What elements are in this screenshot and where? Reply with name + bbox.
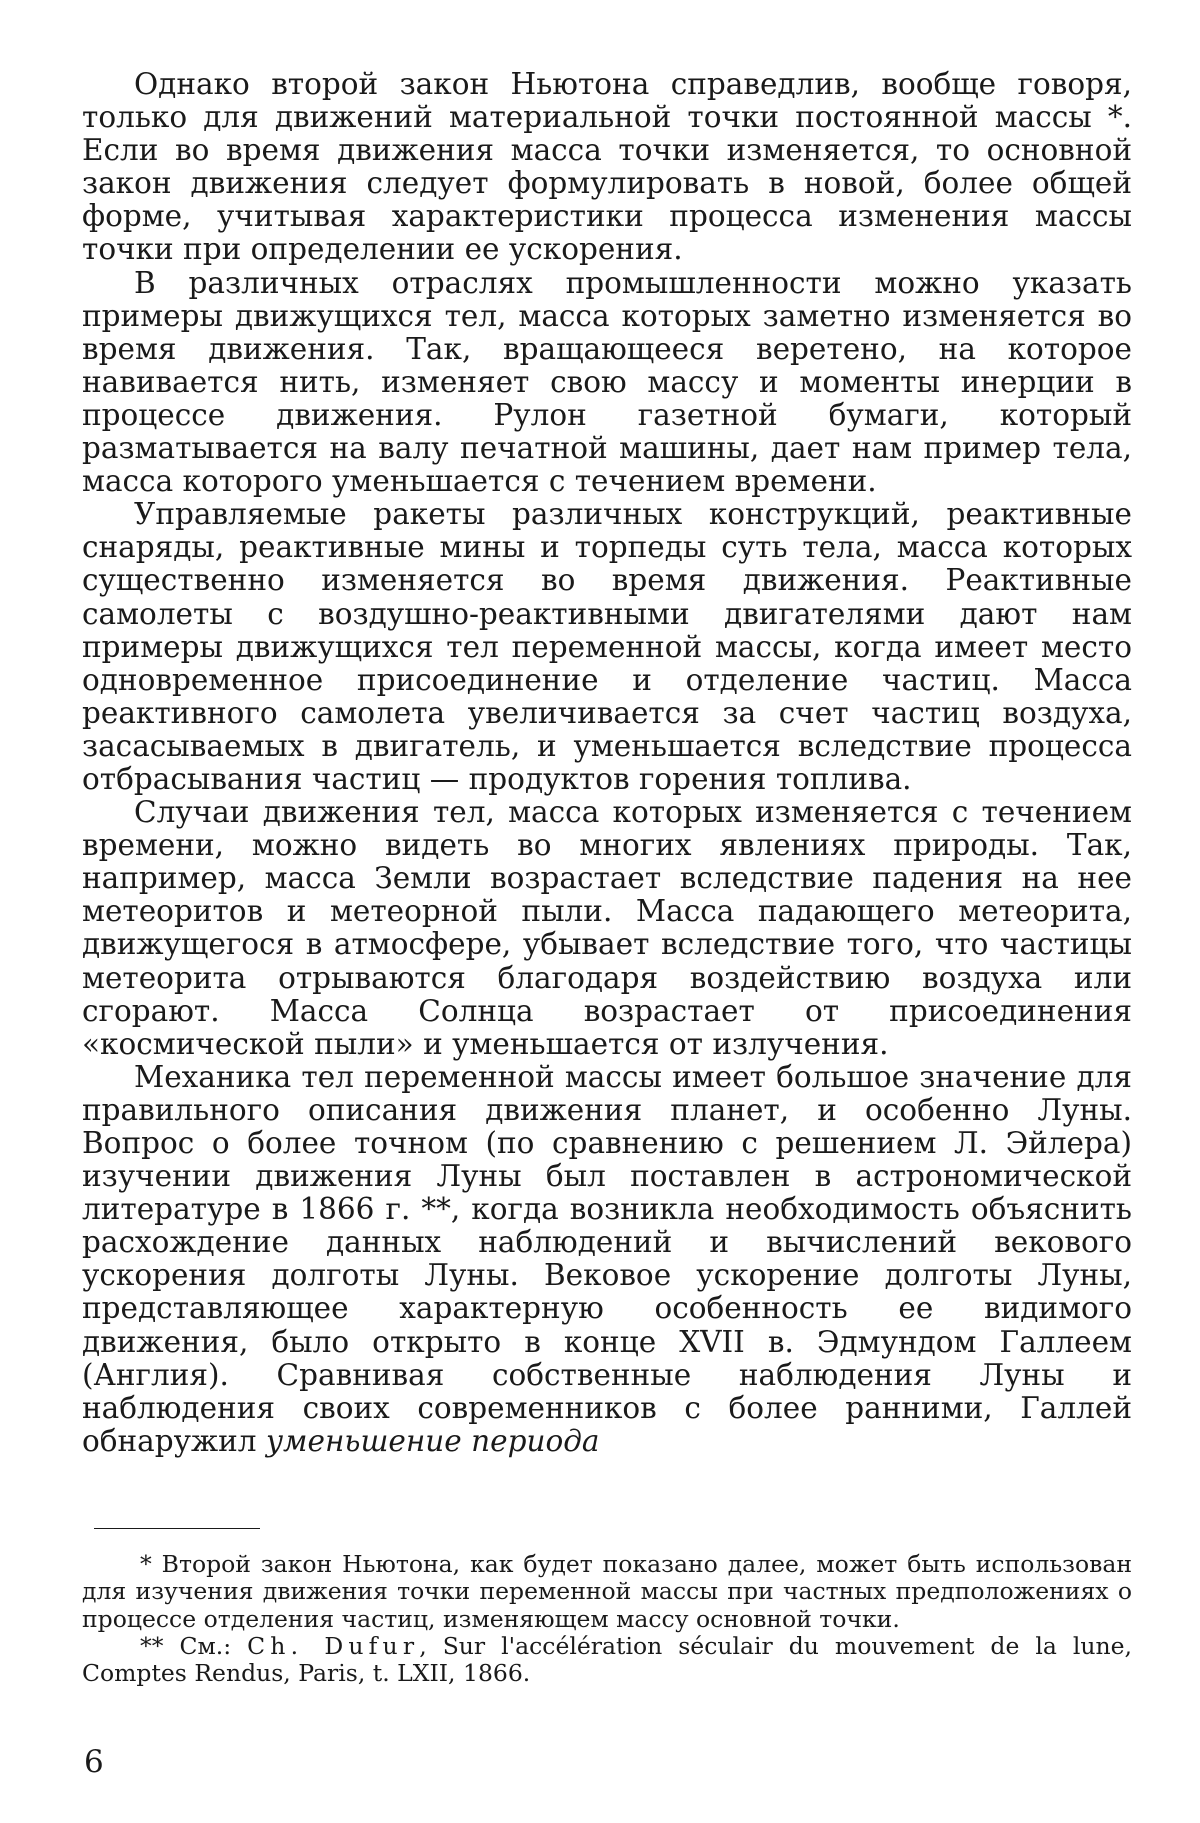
- paragraph: [82, 498, 1132, 796]
- footnotes: [82, 1551, 1132, 1687]
- footnote-prefix: ** См.:: [140, 1631, 248, 1660]
- emphasized-text: уменьшение периода: [265, 1423, 600, 1458]
- footnote: [82, 1633, 1132, 1688]
- footnote-separator: [94, 1528, 260, 1529]
- paragraph-text: В различных отраслях промышленности можно указать примеры движущихся тел, масса которых заметно изменяется во время движения. Так, вращающееся веретено, на которое навивается нить, изменяет свою массу и моменты инерции в процессе движения. Рулон газетной бумаги, который разматывается на валу печатной машины, дает нам пример тела, масса которого уменьшается с течением времени.: [82, 265, 1132, 499]
- main-text: [82, 68, 1132, 1458]
- paragraph: [82, 1061, 1132, 1458]
- footnote-author: Ch. Dufur: [247, 1631, 420, 1660]
- paragraph-text: Случаи движения тел, масса которых изменяется с течением времени, можно видеть во многих явлениях природы. Так, например, масса Земли возрастает вследствие падения на нее метеоритов и метеорной пыли. Масса падающего метеорита, движущегося в атмосфере, убывает вследствие того, что частицы метеорита отрываются благодаря воздействию воздуха или сгорают. Масса Солнца возрастает от присоединения «космической пыли» и уменьшается от излучения.: [82, 795, 1132, 1061]
- paragraph: [82, 796, 1132, 1061]
- paragraph-text: Механика тел переменной массы имеет большое значение для правильного описания движения планет, и особенно Луны. Вопрос о более точном (по сравнению с решением Л. Эйлера) изучении движения Луны был поставлен в астрономической литературе в 1866 г. **, когда возникла необходимость объяснить расхождение данных наблюдений и вычислений векового ускорения долготы Луны. Вековое ускорение долготы Луны, представляющее характерную особенность ее видимого движения, было открыто в конце XVII в. Эдмундом Галлеем (Англия). Сравнивая собственные наблюдения Луны и наблюдения своих современников с более ранними, Галлей обнаружил: [82, 1059, 1132, 1458]
- footnote: [82, 1551, 1132, 1633]
- paragraph: [82, 68, 1132, 267]
- paragraph-text: Однако второй закон Ньютона справедлив, вообще говоря, только для движений материальной точки постоянной массы *. Если во время движения масса точки изменяется, то основной закон движения следует формулировать в новой, более общей форме, учитывая характеристики процесса изменения массы точки при определении ее ускорения.: [82, 67, 1132, 267]
- footnote-reference: , Sur l'accélération séculair du mouvement de la lune, Comptes Rendus, Paris, t. LXII, 1866.: [82, 1631, 1132, 1688]
- paragraph-text: Управляемые ракеты различных конструкций, реактивные снаряды, реактивные мины и торпеды суть тела, масса которых существенно изменяется во время движения. Реактивные самолеты с воздушно-реактивными двигателями дают нам примеры движущихся тел переменной массы, когда имеет место одновременное присоединение и отделение частиц. Масса реактивного самолета увеличивается за счет частиц воздуха, засасываемых в двигатель, и уменьшается вследствие процесса отбрасывания частиц — продуктов горения топлива.: [82, 497, 1132, 796]
- footnote-text: * Второй закон Ньютона, как будет показано далее, может быть использован для изучения движения точки переменной массы при частных предположениях о процессе отделения частиц, изменяющем массу основной точки.: [82, 1550, 1132, 1633]
- page-number: 6: [84, 1744, 104, 1780]
- paragraph: [82, 267, 1132, 499]
